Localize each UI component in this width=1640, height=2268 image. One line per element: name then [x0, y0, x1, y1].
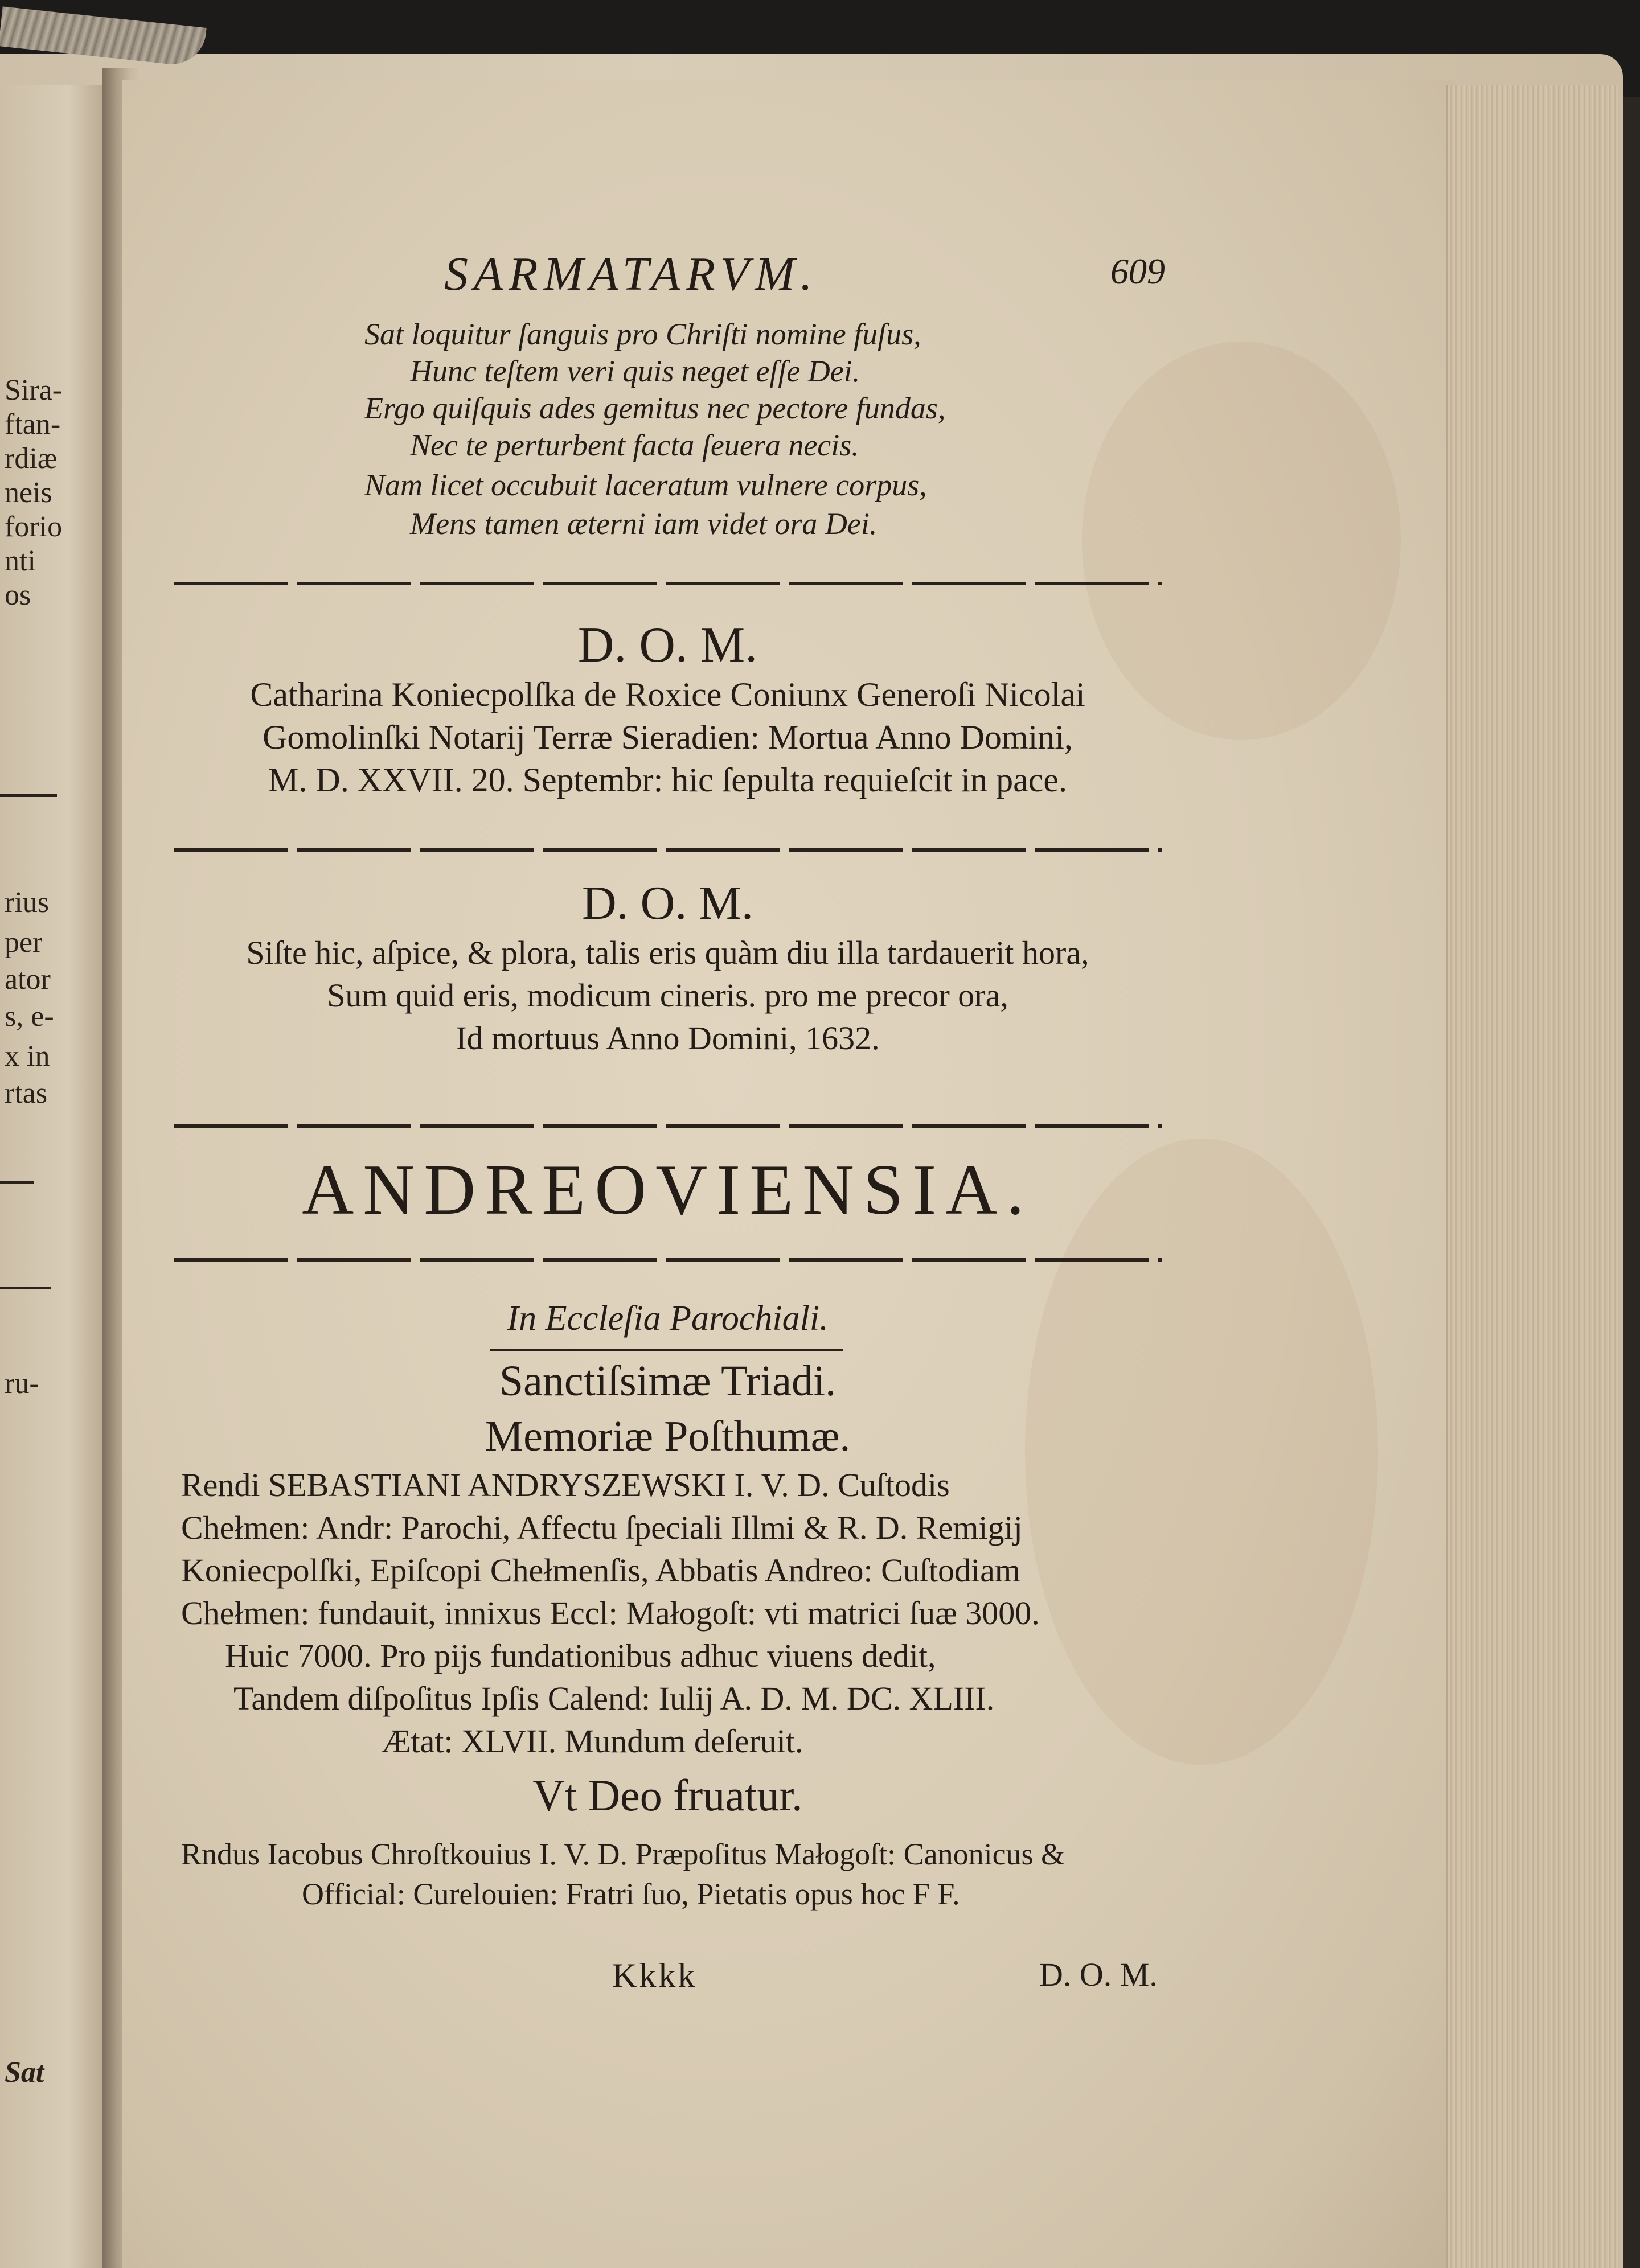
epitaph-line: M. D. XXVII. 20. Septembr: hic ſepulta requieſcit in pace.: [268, 761, 1067, 799]
running-title: SARMATARVM.: [444, 248, 818, 301]
left-rule: [0, 794, 57, 797]
signature-line: Rndus Iacobus Chroſtkouius I. V. D. Præpoſitus Małogoſt: Canonicus &: [181, 1837, 1065, 1871]
body-line: Ætat: XLVII. Mundum deſeruit.: [382, 1723, 803, 1760]
left-fragment: os: [5, 579, 31, 611]
poem-line: Nec te perturbent facta ſeuera necis.: [410, 428, 859, 462]
left-fragment: forio: [5, 511, 63, 543]
left-rule: [0, 1181, 34, 1184]
section-rule: [174, 1258, 1162, 1262]
page-edges: [1446, 85, 1618, 2268]
left-fragment: ru-: [5, 1367, 39, 1400]
left-fragment: rdiæ: [5, 442, 58, 475]
epitaph-line: Catharina Koniecpolſka de Roxice Coniunx Generoſi Nicolai: [250, 676, 1085, 713]
section-subtitle: In Eccleſia Parochiali.: [507, 1299, 829, 1338]
page-number: 609: [1110, 251, 1165, 291]
poem-line: Ergo quiſquis ades gemitus nec pectore fundas,: [364, 391, 946, 425]
left-fragment: ftan-: [5, 408, 61, 441]
epitaph-line: Siſte hic, aſpice, & plora, talis eris quàm diu illa tardauerit hora,: [246, 934, 1089, 971]
closing-line: Vt Deo fruatur.: [532, 1770, 803, 1820]
left-fragment: Sira-: [5, 374, 63, 406]
left-fragment: s, e-: [5, 1000, 54, 1033]
poem-line: Mens tamen æterni iam videt ora Dei.: [410, 507, 878, 541]
epitaph-line: Id mortuus Anno Domini, 1632.: [456, 1020, 880, 1057]
left-fragment: neis: [5, 476, 52, 509]
body-line: Rendi SEBASTIANI ANDRYSZEWSKI I. V. D. Cuſtodis: [181, 1466, 950, 1503]
left-fragment: rtas: [5, 1077, 48, 1110]
section-rule: [174, 582, 1162, 585]
epitaph-heading: D. O. M.: [577, 618, 758, 673]
body-line: Huic 7000. Pro pijs fundationibus adhuc viuens dedit,: [225, 1637, 936, 1674]
section-rule: [174, 1124, 1162, 1128]
signature-line: Official: Curelouien: Fratri ſuo, Pietatis opus hoc F F.: [302, 1877, 960, 1911]
section-rule: [174, 848, 1162, 852]
dedication-line: Memoriæ Poſthumæ.: [485, 1412, 851, 1460]
body-line: Koniecpolſki, Epiſcopi Chełmenſis, Abbatis Andreo: Cuſtodiam: [181, 1552, 1021, 1589]
left-catchword: Sat: [5, 2056, 44, 2089]
poem-line: Nam licet occubuit laceratum vulnere corpus,: [364, 468, 927, 502]
poem-line: Hunc teſtem veri quis neget eſſe Dei.: [410, 354, 860, 388]
left-fragment: ator: [5, 963, 51, 996]
section-title: ANDREOVIENSIA.: [302, 1151, 1034, 1230]
epitaph-heading: D. O. M.: [581, 877, 753, 930]
epitaph-line: Sum quid eris, modicum cineris. pro me precor ora,: [327, 977, 1008, 1014]
left-rule: [0, 1287, 51, 1289]
signature-mark: Kkkk: [612, 1957, 698, 1994]
subtitle-rule: [490, 1349, 843, 1351]
left-fragment: x in: [5, 1040, 50, 1073]
body-line: Chełmen: fundauit, innixus Eccl: Małogoſt: vti matrici ſuæ 3000.: [181, 1595, 1040, 1632]
body-line: Tandem diſpoſitus Ipſis Calend: Iulij A. D. M. DC. XLIII.: [233, 1680, 995, 1717]
left-page: [0, 85, 114, 2268]
body-line: Chełmen: Andr: Parochi, Affectu ſpeciali Illmi & R. D. Remigij: [181, 1509, 1023, 1546]
catchword: D. O. M.: [1039, 1956, 1158, 1993]
poem-line: Sat loquitur ſanguis pro Chriſti nomine fuſus,: [364, 317, 921, 351]
left-fragment: per: [5, 926, 43, 959]
left-fragment: rius: [5, 886, 49, 919]
left-fragment: nti: [5, 545, 36, 577]
dedication-line: Sanctiſsimæ Triadi.: [499, 1357, 837, 1405]
epitaph-line: Gomolinſki Notarij Terræ Sieradien: Mortua Anno Domini,: [263, 718, 1073, 756]
